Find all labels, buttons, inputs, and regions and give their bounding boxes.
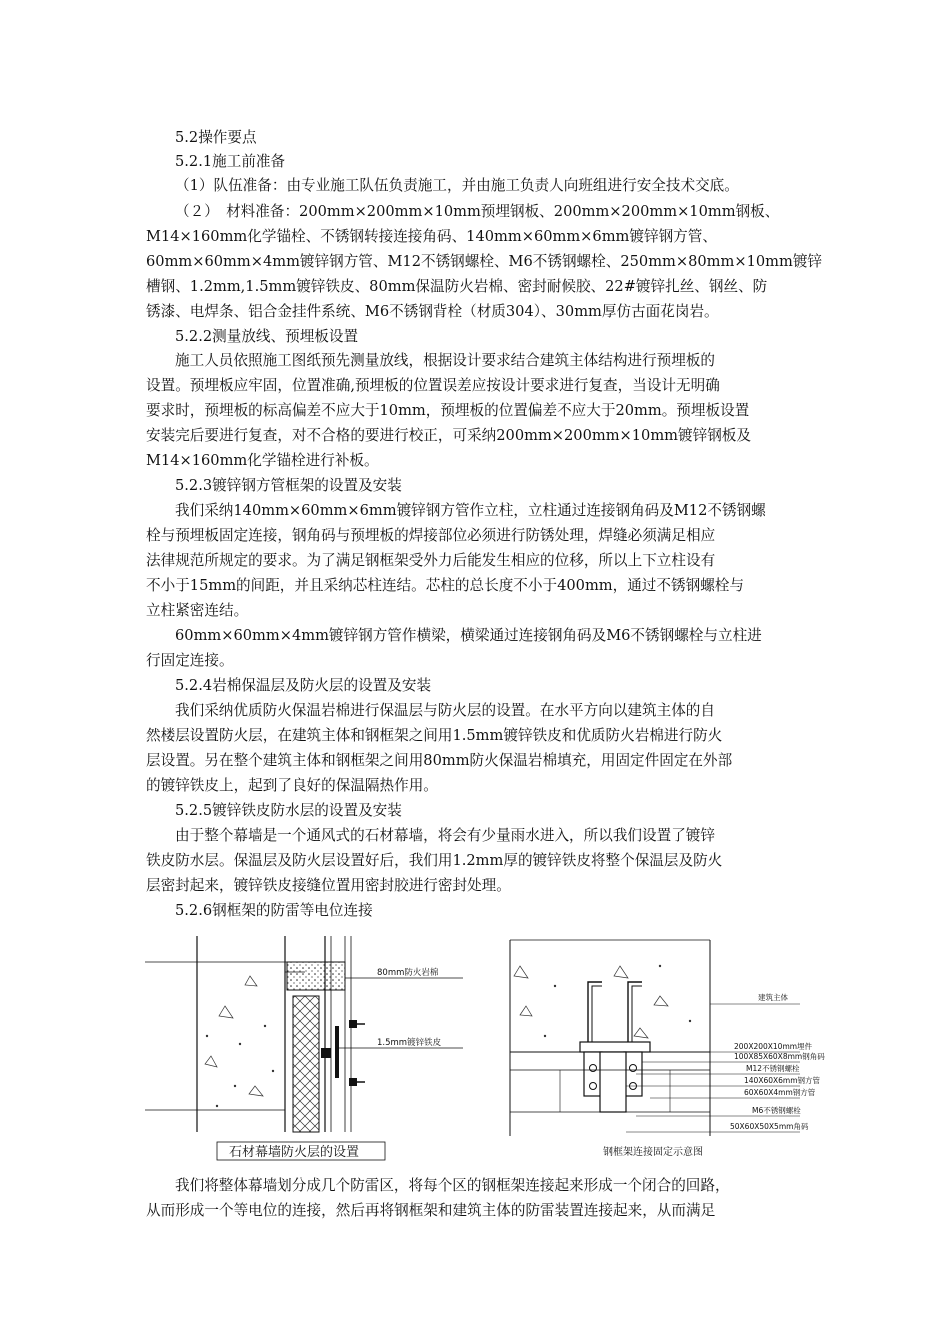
paragraph-line: 60mm×60mm×4mm镀锌钢方管作横梁，横梁通过连接钢角码及M6不锈钢螺栓与立柱进 bbox=[175, 627, 762, 644]
paragraph-line: 设置。预埋板应牢固，位置准确,预埋板的位置误差应按设计要求进行复查，当设计无明确 bbox=[146, 377, 720, 394]
subsection-title-5-2-6: 5.2.6钢框架的防雷等电位连接 bbox=[175, 902, 373, 919]
left-figure-caption: 石材幕墙防火层的设置 bbox=[229, 1145, 360, 1160]
subsection-title-5-2-4: 5.2.4岩棉保温层及防火层的设置及安装 bbox=[175, 677, 432, 694]
label-steel-angle: 100X85X60X8mm钢角码 bbox=[734, 1052, 825, 1061]
label-140-tube: 140X60X6mm钢方管 bbox=[744, 1076, 821, 1085]
subsection-title-5-2-3: 5.2.3镀锌钢方管框架的设置及安装 bbox=[175, 477, 402, 494]
paragraph-line: 的镀锌铁皮上，起到了良好的保温隔热作用。 bbox=[146, 777, 438, 794]
label-embed-plate: 200X200X10mm埋件 bbox=[734, 1042, 813, 1051]
rockwool-label: 80mm防火岩棉 bbox=[377, 968, 439, 978]
paragraph-line: 施工人员依照施工图纸预先测量放线，根据设计要求结合建筑主体结构进行预埋板的 bbox=[175, 352, 715, 369]
paragraph-line: 行固定连接。 bbox=[146, 652, 234, 669]
subsection-title-5-2-2: 5.2.2测量放线、预埋板设置 bbox=[175, 328, 359, 345]
paragraph-line: 栓与预埋板固定连接，钢角码与预埋板的焊接部位必须进行防锈处理，焊缝必须满足相应 bbox=[146, 527, 716, 544]
paragraph-line: 锈漆、电焊条、铝合金挂件系统、M6不锈钢背栓（材质304）、30mm厚仿古面花岗岩。 bbox=[146, 303, 719, 320]
paragraph-line: 要求时，预埋板的标高偏差不应大于10mm，预埋板的位置偏差不应大于20mm。预埋板设置 bbox=[146, 402, 750, 419]
label-building-body: 建筑主体 bbox=[758, 993, 788, 1002]
paragraph-line: 层密封起来，镀锌铁皮接缝位置用密封胶进行密封处理。 bbox=[146, 877, 511, 894]
paragraph-line: 从而形成一个等电位的连接，然后再将钢框架和建筑主体的防雷装置连接起来，从而满足 bbox=[146, 1202, 716, 1219]
label-angle-50: 50X60X50X5mm角码 bbox=[730, 1122, 809, 1131]
section-title: 5.2操作要点 bbox=[175, 129, 257, 146]
steel-frame-connection-diagram bbox=[500, 936, 825, 1166]
fire-barrier-diagram bbox=[145, 936, 485, 1166]
paragraph-line: 铁皮防水层。保温层及防火层设置好后，我们用1.2mm厚的镀锌铁皮将整个保温层及防火 bbox=[146, 852, 723, 869]
paragraph-line: 由于整个幕墙是一个通风式的石材幕墙，将会有少量雨水进入，所以我们设置了镀锌 bbox=[175, 827, 715, 844]
paragraph-line: 立柱紧密连结。 bbox=[146, 602, 249, 619]
paragraph-line: 然楼层设置防火层，在建筑主体和钢框架之间用1.5mm镀锌铁皮和优质防火岩棉进行防火 bbox=[146, 727, 723, 744]
paragraph-line: 我们采纳优质防火保温岩棉进行保温层与防火层的设置。在水平方向以建筑主体的自 bbox=[175, 702, 715, 719]
paragraph-line: 我们将整体幕墙划分成几个防雷区，将每个区的钢框架连接起来形成一个闭合的回路， bbox=[175, 1177, 730, 1194]
right-figure-caption: 钢框架连接固定示意图 bbox=[603, 1147, 703, 1158]
label-60-tube: 60X60X4mm钢方管 bbox=[744, 1088, 816, 1097]
paragraph-line: 法律规范所规定的要求。为了满足钢框架受外力后能发生相应的位移，所以上下立柱设有 bbox=[146, 552, 716, 569]
label-m12-bolt: M12不锈钢螺栓 bbox=[746, 1064, 800, 1073]
paragraph-line: 不小于15mm的间距，并且采纳芯柱连结。芯柱的总长度不小于400mm，通过不锈钢螺栓与 bbox=[146, 577, 744, 594]
paragraph-line: 层设置。另在整个建筑主体和钢框架之间用80mm防火保温岩棉填充，用固定件固定在外部 bbox=[146, 752, 733, 769]
paragraph-line: （1）队伍准备：由专业施工队伍负责施工，并由施工负责人向班组进行安全技术交底。 bbox=[175, 177, 739, 194]
paragraph-line: 60mm×60mm×4mm镀锌钢方管、M12不锈钢螺栓、M6不锈钢螺栓、250mm×80mm×10mm镀锌 bbox=[146, 253, 823, 270]
paragraph-line: 我们采纳140mm×60mm×6mm镀锌钢方管作立柱，立柱通过连接钢角码及M12不锈钢螺 bbox=[175, 502, 766, 519]
label-m6-bolt: M6不锈钢螺栓 bbox=[752, 1106, 801, 1115]
paragraph-line: M14×160mm化学锚栓、不锈钢转接连接角码、140mm×60mm×6mm镀锌钢方管、 bbox=[146, 228, 717, 245]
paragraph-line: 安装完后要进行复查，对不合格的要进行校正，可采纳200mm×200mm×10mm镀锌钢板及 bbox=[146, 427, 751, 444]
paragraph-line: （２） 材料准备：200mm×200mm×10mm预埋钢板、200mm×200mm×10mm钢板、 bbox=[175, 203, 780, 220]
paragraph-line: M14×160mm化学锚栓进行补板。 bbox=[146, 452, 379, 469]
sheet-label: 1.5mm镀锌铁皮 bbox=[377, 1038, 442, 1048]
paragraph-line: 槽钢、1.2mm,1.5mm镀锌铁皮、80mm保温防火岩棉、密封耐候胶、22#镀锌扎丝、钢丝、防 bbox=[146, 278, 768, 295]
subsection-title-5-2-5: 5.2.5镀锌铁皮防水层的设置及安装 bbox=[175, 802, 402, 819]
subsection-title-5-2-1: 5.2.1施工前准备 bbox=[175, 153, 286, 170]
